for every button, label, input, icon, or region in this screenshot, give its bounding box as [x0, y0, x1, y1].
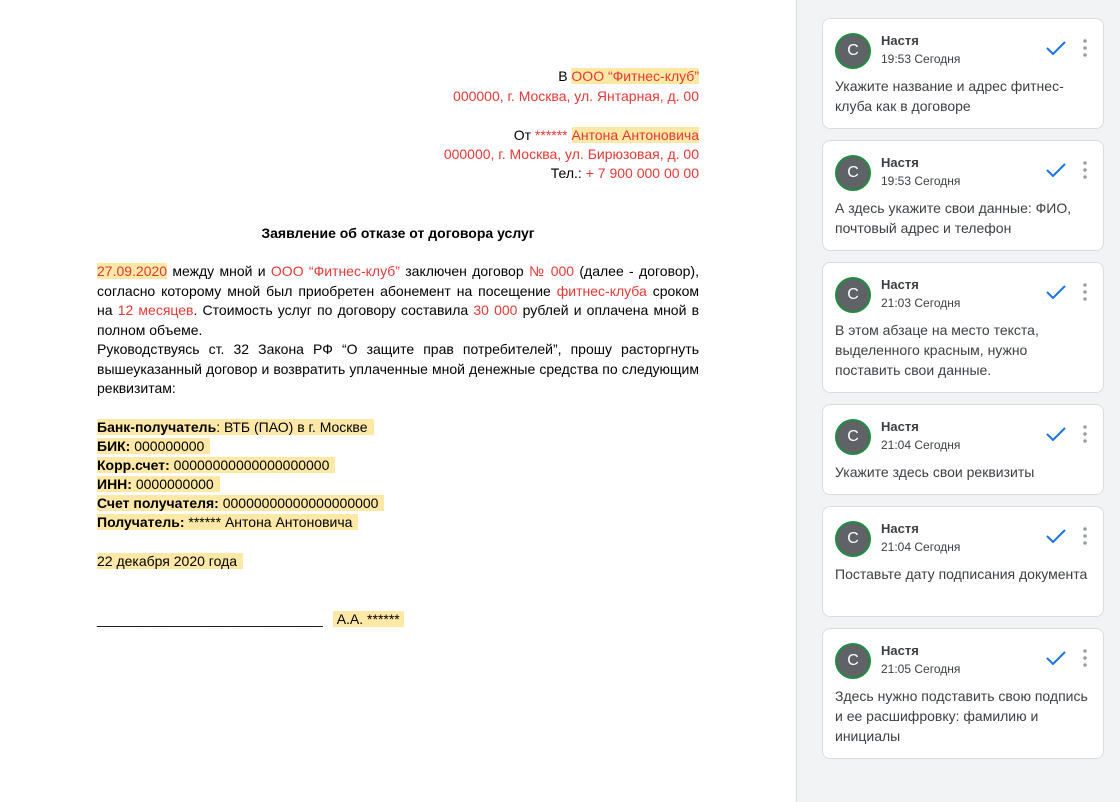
resolve-check-icon[interactable] — [1045, 649, 1067, 667]
recipient-prefix: В — [558, 68, 568, 84]
avatar: С — [835, 521, 871, 557]
p1-text-1: между мной и — [167, 263, 271, 279]
p1-text-3: (далее - договор), согласно которому мной был приобретен абонемент на посещение — [97, 263, 699, 299]
paragraph-contract — [97, 262, 699, 340]
requisite-value: 00000000000000000000 — [222, 495, 379, 511]
requisite-inn — [97, 475, 220, 495]
requisite-corr-account — [97, 456, 335, 476]
comment-time: 21:04 Сегодня — [881, 438, 961, 452]
sender-line — [514, 126, 699, 146]
comment-card[interactable] — [822, 628, 1104, 759]
requisite-value: 00000000000000000000 — [173, 457, 330, 473]
comment-text: Поставьте дату подписания документа — [835, 566, 1088, 582]
comment-card[interactable] — [822, 140, 1104, 251]
p1-text-5: . Стоимость услуг по договору составила — [193, 302, 474, 318]
requisite-label: Банк-получатель — [97, 419, 217, 435]
comment-text: В этом абзаце на место текста, выделенного красным, нужно поставить свои данные. — [835, 322, 1039, 378]
comment-time: 21:03 Сегодня — [881, 296, 961, 310]
sender-phone-line — [551, 164, 699, 184]
comment-text: Укажите название и адрес фитнес-клуба как в договоре — [835, 78, 1064, 114]
comment-author: Настя — [881, 277, 919, 292]
more-options-icon[interactable] — [1077, 37, 1093, 59]
resolve-check-icon[interactable] — [1045, 527, 1067, 545]
comment-time: 21:04 Сегодня — [881, 540, 961, 554]
avatar: С — [835, 33, 871, 69]
signing-date-line — [97, 552, 243, 572]
avatar: С — [835, 277, 871, 313]
sender-stars: ****** — [534, 127, 568, 143]
resolve-check-icon[interactable] — [1045, 161, 1067, 179]
comment-text: Здесь нужно подставить свою подпись и ее расшифровку: фамилию и инициалы — [835, 688, 1088, 744]
comment-card[interactable] — [822, 18, 1104, 129]
resolve-check-icon[interactable] — [1045, 39, 1067, 57]
phone-value: + 7 900 000 00 00 — [585, 165, 699, 181]
signature-line — [97, 610, 404, 630]
sender-prefix: От — [513, 127, 532, 143]
p1-text-4: сроком на — [97, 282, 699, 318]
phone-label: Тел.: — [550, 165, 582, 181]
sender-address: 000000, г. Москва, ул. Бирюзовая, д. 00 — [443, 146, 699, 162]
comment-card[interactable] — [822, 404, 1104, 495]
avatar: С — [835, 643, 871, 679]
more-options-icon[interactable] — [1077, 159, 1093, 181]
requisite-label: ИНН: — [97, 476, 132, 492]
requisite-sep: : — [216, 419, 224, 435]
more-options-icon[interactable] — [1077, 525, 1093, 547]
requisite-label: Счет получателя: — [97, 495, 219, 511]
requisite-account — [97, 494, 384, 514]
requisite-value: 000000000 — [134, 438, 205, 454]
recipient-line — [558, 67, 699, 87]
comment-time: 19:53 Сегодня — [881, 52, 961, 66]
contract-date: 27.09.2020 — [97, 263, 168, 279]
comment-card[interactable] — [822, 506, 1104, 617]
requisite-label: Получатель: — [97, 514, 185, 530]
signature-name: А.А. ****** — [333, 611, 404, 627]
signing-date: 22 декабря 2020 года — [97, 553, 243, 569]
comment-time: 19:53 Сегодня — [881, 174, 961, 188]
resolve-check-icon[interactable] — [1045, 425, 1067, 443]
comment-text: А здесь укажите свои данные: ФИО, почтовый адрес и телефон — [835, 200, 1072, 236]
sender-name: Антона Антоновича — [571, 127, 699, 143]
requisite-label: Корр.счет: — [97, 457, 170, 473]
comment-time: 21:05 Сегодня — [881, 662, 961, 676]
requisite-value: ВТБ (ПАО) в г. Москве — [223, 419, 368, 435]
comment-card[interactable] — [822, 262, 1104, 393]
signature-underline: _____________________________ — [97, 611, 323, 627]
more-options-icon[interactable] — [1077, 423, 1093, 445]
p1-text-6: рублей и оплачена мной в полном объеме. — [97, 302, 700, 338]
comment-author: Настя — [881, 419, 919, 434]
comment-author: Настя — [881, 643, 919, 658]
paragraph-request: Руководствуясь ст. 32 Закона РФ “О защите прав потребителей”, прошу расторгнуть вышеуказанный договор и возвратить уплаченные мной денежные средства по следующим реквизитам: — [97, 341, 699, 396]
requisite-value: 0000000000 — [135, 476, 214, 492]
document-title: Заявление об отказе от договора услуг — [261, 225, 535, 241]
requisite-value: ****** Антона Антоновича — [188, 514, 353, 530]
comment-author: Настя — [881, 155, 919, 170]
requisite-bank — [97, 418, 374, 438]
requisite-label: БИК: — [97, 438, 131, 454]
more-options-icon[interactable] — [1077, 647, 1093, 669]
p1-text-2: заключен договор — [399, 263, 529, 279]
avatar: С — [835, 155, 871, 191]
requisite-bik — [97, 437, 210, 457]
contract-company: ООО “Фитнес-клуб” — [270, 263, 400, 279]
avatar: С — [835, 419, 871, 455]
contract-club: фитнес-клуба — [556, 282, 647, 299]
comment-author: Настя — [881, 33, 919, 48]
comment-text: Укажите здесь свои реквизиты — [835, 464, 1035, 480]
resolve-check-icon[interactable] — [1045, 283, 1067, 301]
comment-author: Настя — [881, 521, 919, 536]
contract-term: 12 месяцев — [117, 302, 194, 318]
recipient-company: ООО “Фитнес-клуб” — [571, 68, 699, 84]
recipient-address: 000000, г. Москва, ул. Янтарная, д. 00 — [453, 88, 699, 104]
contract-number: № 000 — [528, 263, 575, 279]
requisite-recipient — [97, 513, 358, 533]
more-options-icon[interactable] — [1077, 281, 1093, 303]
contract-cost: 30 000 — [473, 302, 518, 318]
